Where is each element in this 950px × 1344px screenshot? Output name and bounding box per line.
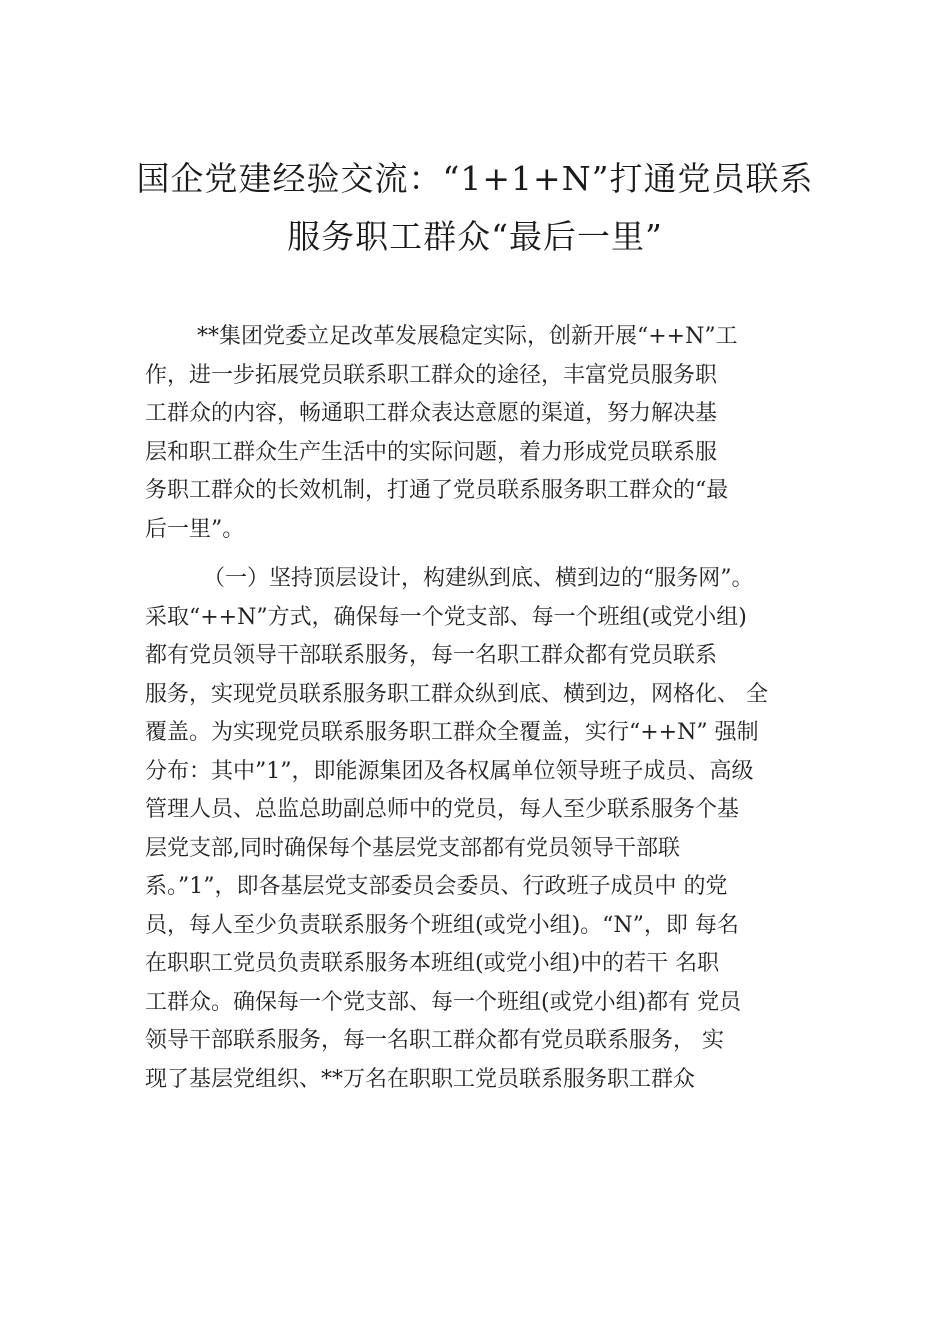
paragraph-1 xyxy=(145,318,835,549)
paragraph-2-line: 在职职工党员负责联系服务本班组(或党小组)中的若干 名职 xyxy=(145,951,720,976)
paragraph-1-line: 务职工群众的长效机制，打通了党员联系服务职工群众的“最 xyxy=(145,478,729,503)
paragraph-2-line: 工群众。确保每一个党支部、每一个班组(或党小组)都有 党员 xyxy=(145,989,742,1015)
paragraph-2-line: 管理人员、总监总助副总师中的党员，每人至少联系服务个基 xyxy=(145,797,740,822)
paragraph-1-line: 后一里”。 xyxy=(145,516,245,542)
paragraph-2-line: 分布：其中”1”，即能源集团及各权属单位领导班子成员、高级 xyxy=(145,758,754,784)
paragraph-2-line: 领导干部联系服务，每一名职工群众都有党员联系服务， 实 xyxy=(145,1028,724,1053)
paragraph-2 xyxy=(145,560,835,1099)
paragraph-1-line: **集团党委立足改革发展稳定实际，创新开展“++N”工 xyxy=(197,324,738,349)
paragraph-2-line: 现了基层党组织、**万名在职职工党员联系服务职工群众 xyxy=(145,1066,696,1092)
paragraph-2-line: 服务，实现党员联系服务职工群众纵到底、横到边，网格化、 全 xyxy=(145,681,768,707)
title-line-1: 国企党建经验交流：“1+1+N”打通党员联系 xyxy=(136,159,814,198)
paragraph-2-line: 员，每人至少负责联系服务个班组(或党小组)。“N”，即 每名 xyxy=(145,912,739,938)
paragraph-1-line: 作，进一步拓展党员联系职工群众的途径，丰富党员服务职 xyxy=(145,362,718,388)
paragraph-1-line: 层和职工群众生产生活中的实际问题，着力形成党员联系服 xyxy=(145,439,718,465)
paragraph-2-line: 都有党员领导干部联系服务，每一名职工群众都有党员联系 xyxy=(145,643,718,668)
paragraph-2-line: 层党支部,同时确保每个基层党支部都有党员领导干部联 xyxy=(145,835,680,861)
paragraph-1-line: 工群众的内容，畅通职工群众表达意愿的渠道，努力解决基 xyxy=(145,401,718,426)
paragraph-2-line: 系。”1”，即各基层党支部委员会委员、行政班子成员中 的党 xyxy=(145,874,728,899)
document-title xyxy=(120,150,830,266)
title-line-2: 服务职工群众“最后一里” xyxy=(287,217,663,256)
paragraph-2-line: 采取“++N”方式，确保每一个党支部、每一个班组(或党小组) xyxy=(145,604,747,630)
paragraph-2-line: （一）坚持顶层设计，构建纵到底、横到边的“服务网”。 xyxy=(203,566,754,591)
paragraph-2-line: 覆盖。为实现党员联系服务职工群众全覆盖，实行“++N” 强制 xyxy=(145,720,759,745)
